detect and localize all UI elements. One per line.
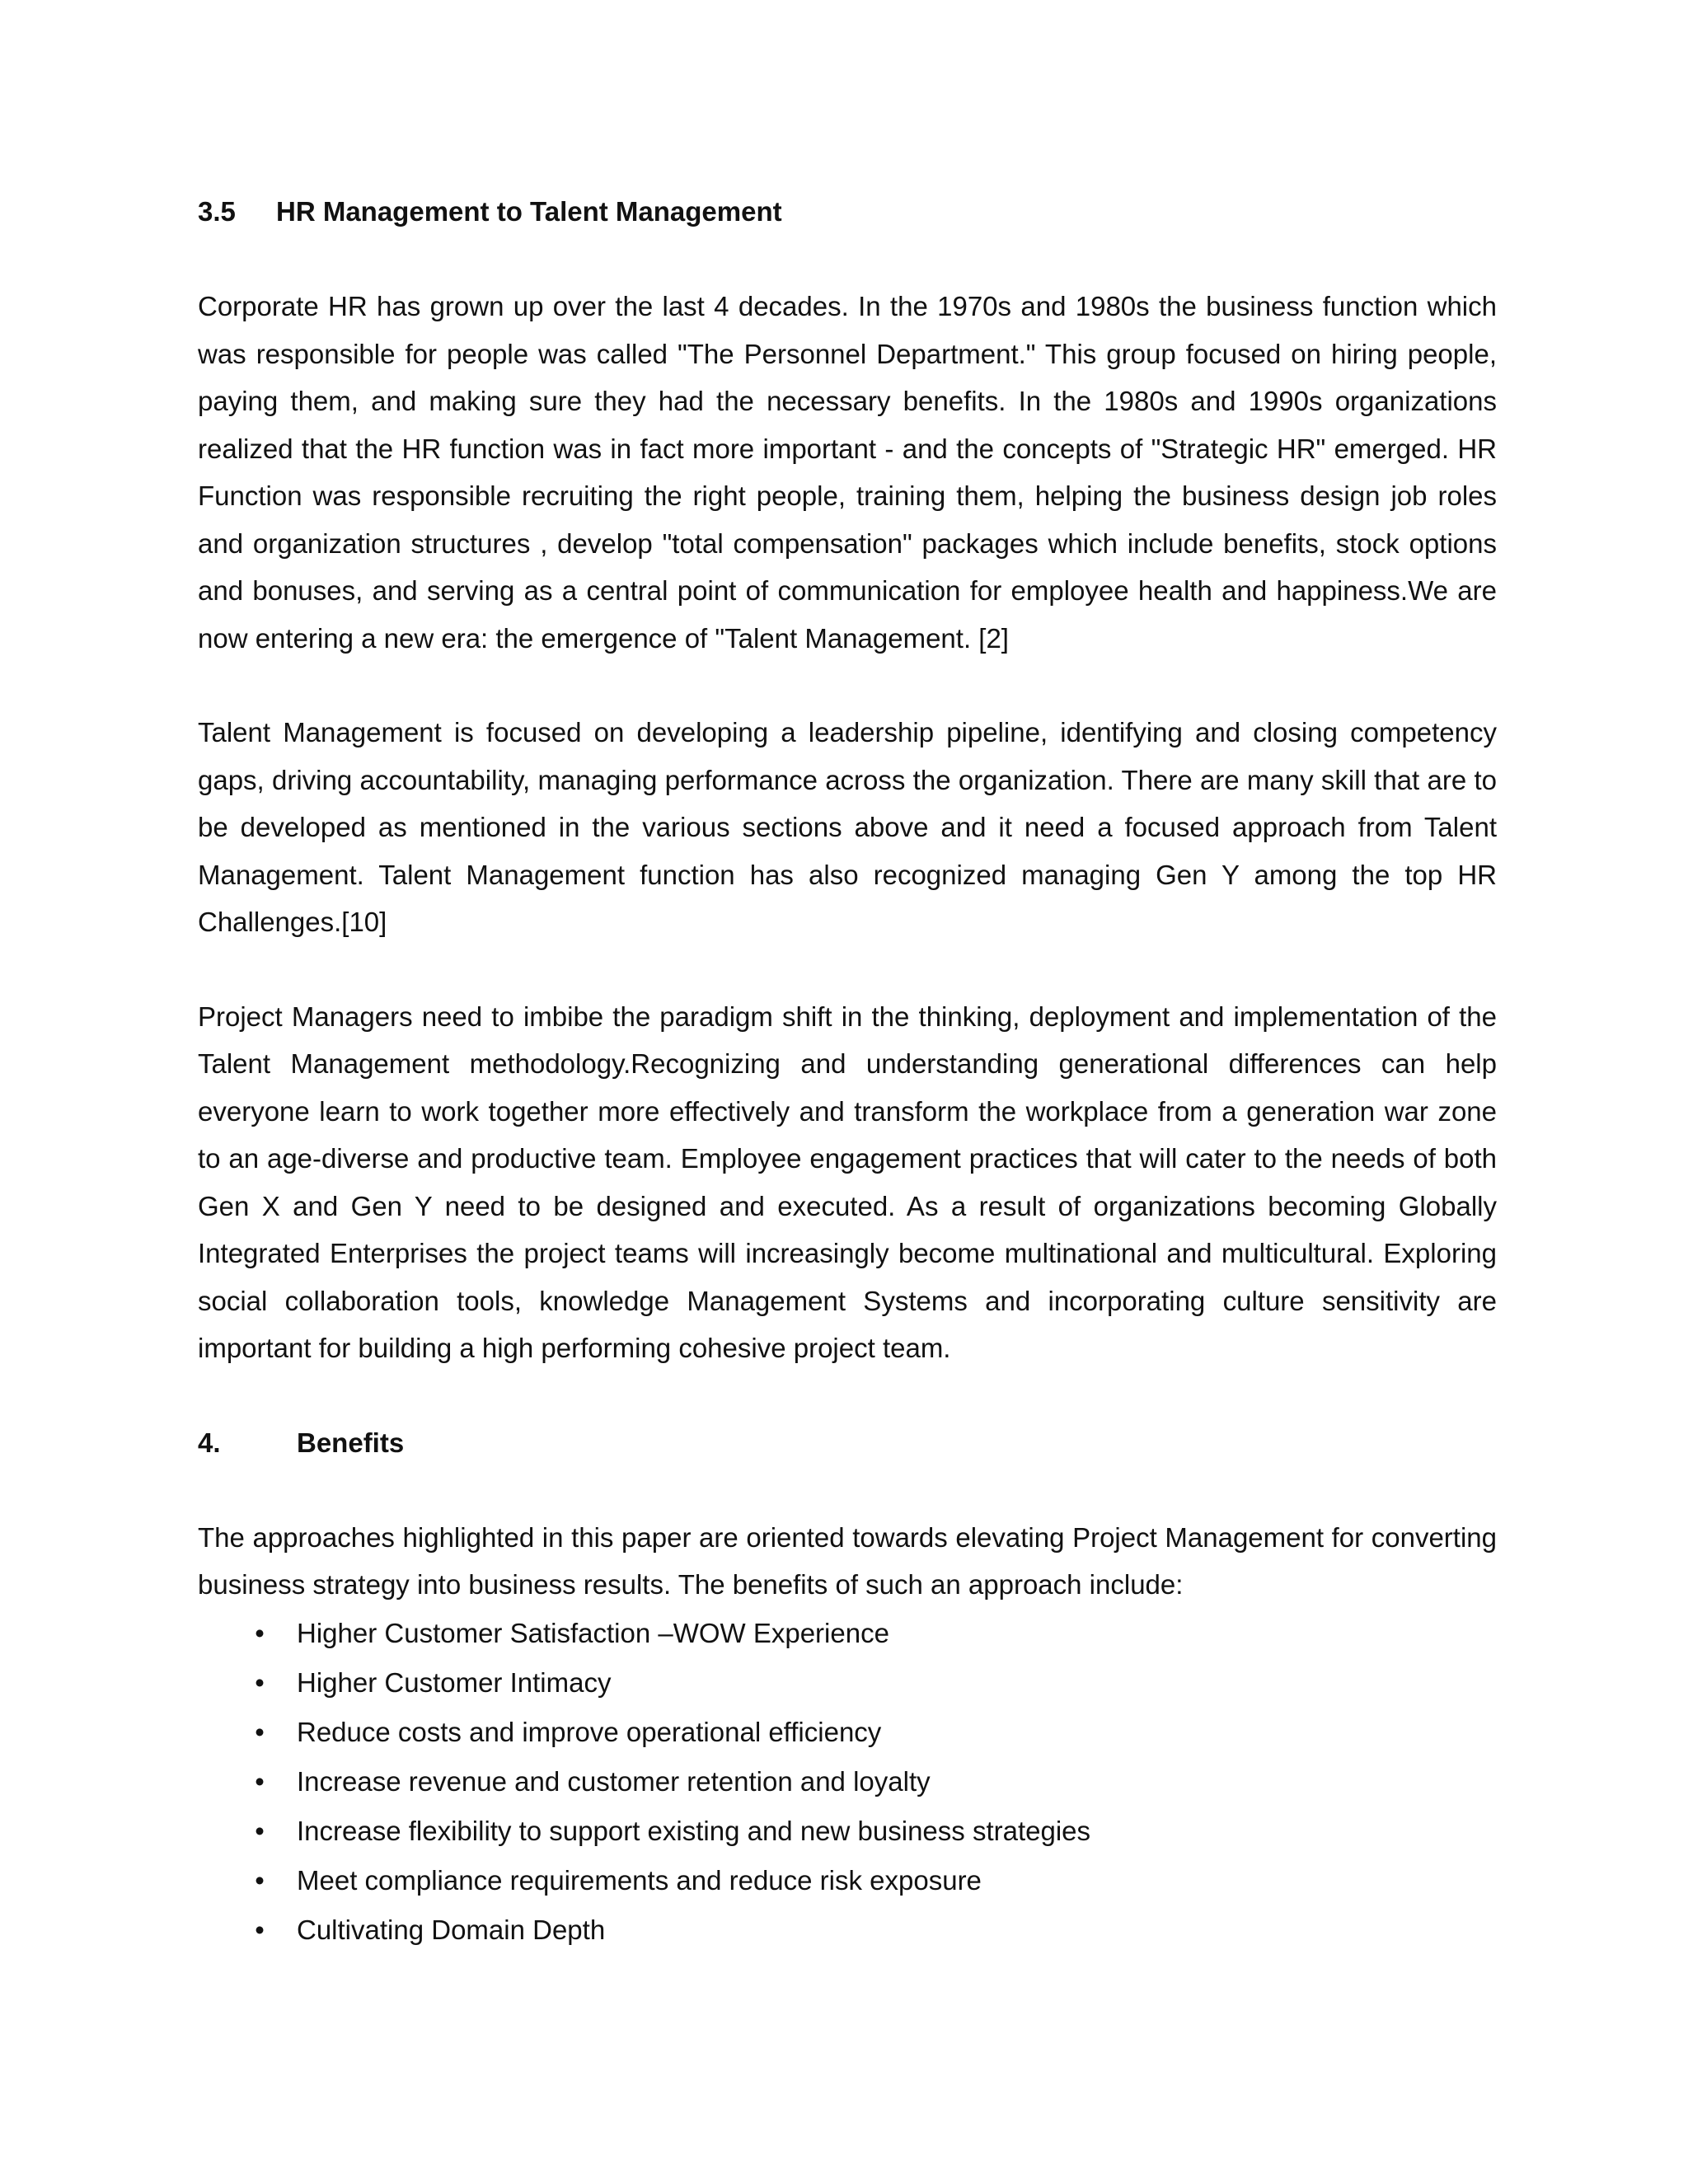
- paragraph-project-managers: Project Managers need to imbibe the paradigm shift in the thinking, deployment and implementation of the Talent Management methodology.Recognizing and understanding generational differences can help everyone learn to work together more effectively and transform the workplace from a generation war zone to an age-diverse and productive team. Employee engagement practices that will cater to the needs of both Gen X and Gen Y need to be designed and executed. As a result of organizations becoming Globally Integrated Enterprises the project teams will increasingly become multinational and multicultural. Exploring social collaboration tools, knowledge Management Systems and incorporating culture sensitivity are important for building a high performing cohesive project team.: [198, 1001, 1497, 1363]
- bullet-icon: •: [255, 1666, 265, 1698]
- paragraph-talent-management: Talent Management is focused on developing a leadership pipeline, identifying and closing competency gaps, driving accountability, managing performance across the organization. There are many skill that are to be developed as mentioned in the various sections above and it need a focused approach from Talent Management. Talent Management function has also recognized managing Gen Y among the top HR Challenges.[10]: [198, 717, 1497, 937]
- section-title: Benefits: [297, 1427, 405, 1458]
- section-number: 4.: [198, 1427, 221, 1458]
- bullet-icon: •: [255, 1716, 265, 1747]
- bullet-icon: •: [255, 1617, 265, 1648]
- bullet-icon: •: [255, 1864, 265, 1896]
- list-item: [198, 1609, 1497, 1658]
- list-item: [198, 1905, 1497, 1955]
- list-item-text: Reduce costs and improve operational efficiency: [297, 1716, 882, 1747]
- list-item-text: Increase revenue and customer retention and loyalty: [297, 1765, 931, 1797]
- paragraph-hr-history: Corporate HR has grown up over the last 4 decades. In the 1970s and 1980s the business function which was responsible for people was called "The Personnel Department." This group focused on hiring people, paying them, and making sure they had the necessary benefits. In the 1980s and 1990s organizations realized that the HR function was in fact more important - and the concepts of "Strategic HR" emerged. HR Function was responsible recruiting the right people, training them, helping the business design job roles and organization structures , develop "total compensation" packages which include benefits, stock options and bonuses, and serving as a central point of communication for employee health and happiness.We are now entering a new era: the emergence of "Talent Management. [2]: [198, 291, 1497, 654]
- bullet-icon: •: [255, 1914, 265, 1945]
- section-title: HR Management to Talent Management: [276, 196, 782, 227]
- list-item-text: Higher Customer Satisfaction –WOW Experience: [297, 1617, 889, 1648]
- list-item: [198, 1658, 1497, 1708]
- section-heading-3-5: [198, 188, 1497, 236]
- paragraph-benefits-intro: The approaches highlighted in this paper are oriented towards elevating Project Management for converting business strategy into business results. The benefits of such an approach include:: [198, 1521, 1497, 1600]
- list-item-text: Increase flexibility to support existing and new business strategies: [297, 1815, 1091, 1846]
- list-item: [198, 1856, 1497, 1905]
- bullet-icon: •: [255, 1765, 265, 1797]
- benefits-list: [198, 1609, 1497, 1955]
- list-item: [198, 1757, 1497, 1807]
- bullet-icon: •: [255, 1815, 265, 1846]
- list-item: [198, 1708, 1497, 1757]
- list-item-text: Higher Customer Intimacy: [297, 1666, 612, 1698]
- list-item: [198, 1807, 1497, 1856]
- document-page: [198, 188, 1497, 1955]
- section-heading-4: [198, 1419, 1497, 1467]
- list-item-text: Meet compliance requirements and reduce risk exposure: [297, 1864, 982, 1896]
- section-number: 3.5: [198, 196, 236, 227]
- list-item-text: Cultivating Domain Depth: [297, 1914, 606, 1945]
